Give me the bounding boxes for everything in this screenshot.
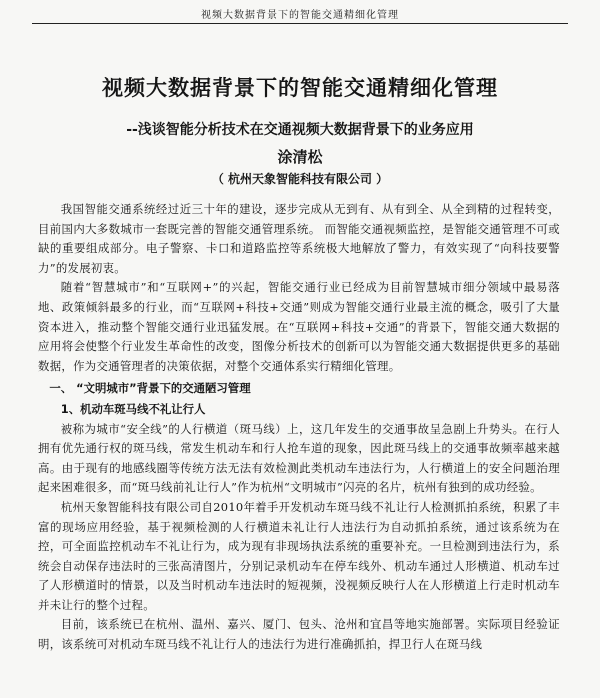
author-name: 涂清松 bbox=[277, 148, 323, 166]
section-1-1-heading: 1、机动车斑马线不礼让行人 bbox=[60, 401, 206, 416]
article-subtitle: --浅谈智能分析技术在交通视频大数据背景下的业务应用 bbox=[126, 122, 474, 138]
section-1-paragraph-2: 杭州天象智能科技有限公司自2010年着手开发机动车斑马线不礼让行人检测抓拍系统，积累了丰富的现场应用经验，基于视频检测的人行横道未礼让行人违法行为自动抓拍系统，通过该系统为在控，可全面监控机动车不礼让行为，成为现有非现场执法系统的重要补充。一旦检测到违法行为，系统会自动保存违法时的三张高清图片，分别记录机动车在停车线外、机动车通过人形横道、机动车过了人形横道时的情景，以及当时机动车违法时的短视频，没视频反映行人在人形横道上行走时机动车并未让行的整个过程。 bbox=[38, 499, 560, 612]
section-1-paragraph-1: 被称为城市“安全线”的人行横道（斑马线）上，这几年发生的交通事故呈急剧上升势头。在行人拥有优先通行权的斑马线，常发生机动车和行人抢车道的现象，因此斑马线上的交通事故频率越来越高。由于现有的地感线圈等传统方法无法有效检测此类机动车违法行为，人行横道上的安全问题治理起来困难很多，而“斑马线前礼让行人”作为杭州“文明城市”闪亮的名片，杭州有独到的成功经验。 bbox=[38, 421, 560, 495]
article-body bbox=[38, 200, 560, 655]
author-affiliation: （ 杭州天象智能科技有限公司 ） bbox=[211, 172, 389, 186]
intro-paragraph-1: 我国智能交通系统经过近三十年的建设，逐步完成从无到有、从有到全、从全到精的过程转变，目前国内大多数城市一套既完善的智能交通管理系统。 而智能交通视频监控，是智能交通管理不可或缺的重要组成部分。电子警察、卡口和道路监控等系统极大地解放了警力，有效实现了“向科技要警力”的发展初衷。 bbox=[38, 202, 560, 275]
article-title: 视频大数据背景下的智能交通精细化管理 bbox=[102, 76, 498, 100]
running-header: 视频大数据背景下的智能交通精细化管理 bbox=[201, 10, 399, 21]
section-1-paragraph-3: 目前，该系统已在杭州、温州、嘉兴、厦门、包头、沧州和宜昌等地实施部署。实际项目经验证明，该系统可对机动车斑马线不礼让行人的违法行为进行准确抓拍，捍卫行人在斑马线 bbox=[38, 617, 560, 652]
header-rule bbox=[32, 23, 568, 24]
section-1-heading: 一、 “文明城市”背景下的交通陋习管理 bbox=[49, 381, 251, 396]
intro-paragraph-2: 随着“智慧城市”和“互联网+”的兴起，智能交通行业已经成为目前智慧城市细分领域中最易落地、政策倾斜最多的行业，而“互联网+科技+交通”则成为智能交通行业最主流的概念，吸引了大量资本进入，推动整个智能交通行业迅猛发展。在“互联网+科技+交通”的背景下，智能交通大数据的应用将会使整个行业发生革命性的改变，图像分析技术的创新可以为智能交通大数据提供更多的基础数据，作为交通管理者的决策依据，对整个交通体系实行精细化管理。 bbox=[38, 280, 560, 373]
